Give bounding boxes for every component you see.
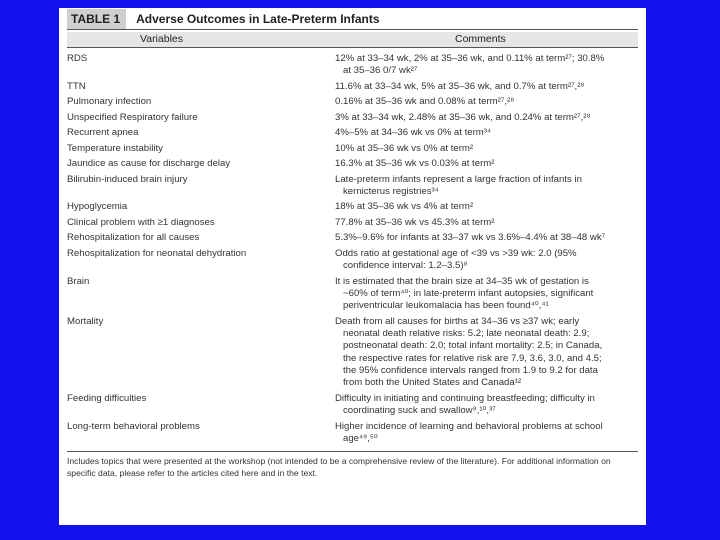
table-row bbox=[67, 127, 638, 139]
comment-line: 5.3%–9.6% for infants at 33–37 wk vs 3.6%–4.4% at 38–48 wk⁷ bbox=[335, 232, 606, 244]
comment-line: neonatal death relative risks: 5.2; late neonatal death: 2.9; bbox=[343, 328, 590, 340]
table-header-row bbox=[67, 32, 638, 48]
comment-line: coordinating suck and swallow⁹,¹⁰,³⁷ bbox=[343, 405, 496, 417]
table-title-bar bbox=[67, 9, 638, 30]
row-variable: Temperature instability bbox=[67, 142, 163, 154]
table-footnote: Includes topics that were presented at the workshop (not intended to be a comprehensive review of the literature). For additional information on specific data, please refer to the articles cited here and in the text. bbox=[67, 451, 638, 479]
table-row bbox=[67, 174, 638, 199]
row-variable: RDS bbox=[67, 53, 88, 64]
row-variable: Jaundice as cause for discharge delay bbox=[67, 158, 231, 170]
row-comment bbox=[335, 127, 638, 139]
row-variable: Long-term behavioral problems bbox=[67, 420, 200, 432]
row-variable: Brain bbox=[67, 275, 90, 287]
row-comment bbox=[335, 421, 638, 446]
comment-line: the 95% confidence intervals ranged from 1.9 to 9.2 for data bbox=[343, 364, 598, 376]
table-row bbox=[67, 393, 638, 418]
table-row bbox=[67, 81, 638, 93]
row-variable: Bilirubin-induced brain injury bbox=[67, 173, 188, 185]
comment-line: confidence interval: 1.2–3.5)⁸ bbox=[343, 260, 468, 272]
table-row bbox=[67, 421, 638, 446]
row-variable: Unspecified Respiratory failure bbox=[67, 111, 198, 123]
comment-line: the respective rates for relative risk are 7.9, 3.6, 3.0, and 4.5; bbox=[343, 352, 602, 364]
comment-line: Late-preterm infants represent a large fraction of infants in bbox=[335, 173, 582, 185]
row-variable: Pulmonary infection bbox=[67, 96, 152, 108]
comment-line: 3% at 33–34 wk, 2.48% at 35–36 wk, and 0.24% at term²⁷,²⁸ bbox=[335, 111, 591, 123]
row-comment bbox=[335, 81, 638, 93]
comment-line: Death from all causes for births at 34–36 vs ≥37 wk; early bbox=[335, 315, 580, 327]
table-row bbox=[67, 316, 638, 390]
table-row bbox=[67, 276, 638, 313]
comment-line: 18% at 35–36 wk vs 4% at term² bbox=[335, 201, 474, 213]
row-comment bbox=[335, 158, 638, 170]
row-comment bbox=[335, 174, 638, 199]
row-comment bbox=[335, 201, 638, 213]
comment-line: periventricular leukomalacia has been found⁴⁰,⁴¹ bbox=[343, 300, 549, 312]
comment-line: 0.16% at 35–36 wk and 0.08% at term²⁷,²⁸ bbox=[335, 96, 515, 108]
row-variable: Clinical problem with ≥1 diagnoses bbox=[67, 216, 215, 228]
row-variable: Feeding difficulties bbox=[67, 392, 147, 404]
comment-line: Difficulty in initiating and continuing breastfeeding; difficulty in bbox=[335, 392, 595, 404]
table-sheet bbox=[59, 8, 646, 525]
comment-line: 10% at 35–36 wk vs 0% at term² bbox=[335, 142, 474, 154]
comment-line: at 35–36 0/7 wk²⁷ bbox=[343, 65, 418, 77]
row-comment bbox=[335, 393, 638, 418]
table-number-tag: TABLE 1 bbox=[67, 9, 126, 29]
comment-line: 16.3% at 35–36 wk vs 0.03% at term² bbox=[335, 158, 495, 170]
row-variable: Rehospitalization for all causes bbox=[67, 232, 200, 244]
row-comment bbox=[335, 232, 638, 244]
row-comment bbox=[335, 316, 638, 390]
table-row bbox=[67, 248, 638, 273]
comment-line: 4%–5% at 34–36 wk vs 0% at term³⁴ bbox=[335, 127, 492, 139]
row-variable: Hypoglycemia bbox=[67, 201, 128, 213]
comment-line: Odds ratio at gestational age of <39 vs >39 wk: 2.0 (95% bbox=[335, 247, 577, 259]
table-row bbox=[67, 53, 638, 78]
table-row bbox=[67, 112, 638, 124]
row-variable: TTN bbox=[67, 80, 86, 92]
comment-line: age⁴⁹,⁵⁰ bbox=[343, 432, 378, 444]
comment-line: 12% at 33–34 wk, 2% at 35–36 wk, and 0.11% at term²⁷; 30.8% bbox=[335, 53, 605, 64]
row-variable: Mortality bbox=[67, 315, 104, 327]
row-variable: Rehospitalization for neonatal dehydration bbox=[67, 247, 247, 259]
table-row bbox=[67, 158, 638, 170]
row-comment bbox=[335, 248, 638, 273]
comment-line: 77.8% at 35–36 wk vs 45.3% at term² bbox=[335, 216, 495, 228]
row-comment bbox=[335, 276, 638, 313]
table-row bbox=[67, 96, 638, 108]
comment-line: kernicterus registries³⁴ bbox=[343, 185, 439, 197]
row-comment bbox=[335, 96, 638, 108]
table-body bbox=[67, 53, 638, 445]
comment-line: from both the United States and Canada¹² bbox=[343, 377, 522, 389]
table-title: Adverse Outcomes in Late-Preterm Infants bbox=[136, 12, 380, 26]
comment-line: ~60% of term⁴⁰; in late-preterm infant autopsies, significant bbox=[343, 288, 594, 299]
row-comment bbox=[335, 217, 638, 229]
column-header-comments: Comments bbox=[455, 33, 506, 45]
row-comment bbox=[335, 53, 638, 78]
row-comment bbox=[335, 112, 638, 124]
row-variable: Recurrent apnea bbox=[67, 127, 139, 139]
comment-line: It is estimated that the brain size at 34–35 wk of gestation is bbox=[335, 275, 589, 287]
row-comment bbox=[335, 143, 638, 155]
comment-line: 11.6% at 33–34 wk, 5% at 35–36 wk, and 0.7% at term²⁷,²⁸ bbox=[335, 80, 585, 92]
table-row bbox=[67, 201, 638, 213]
comment-line: Higher incidence of learning and behavioral problems at school bbox=[335, 420, 603, 432]
table-row bbox=[67, 232, 638, 244]
table-row bbox=[67, 217, 638, 229]
comment-line: postneonatal death: 2.0; total infant mortality: 2.5; in Canada, bbox=[343, 340, 603, 352]
column-header-variables: Variables bbox=[140, 33, 183, 45]
table-row bbox=[67, 143, 638, 155]
